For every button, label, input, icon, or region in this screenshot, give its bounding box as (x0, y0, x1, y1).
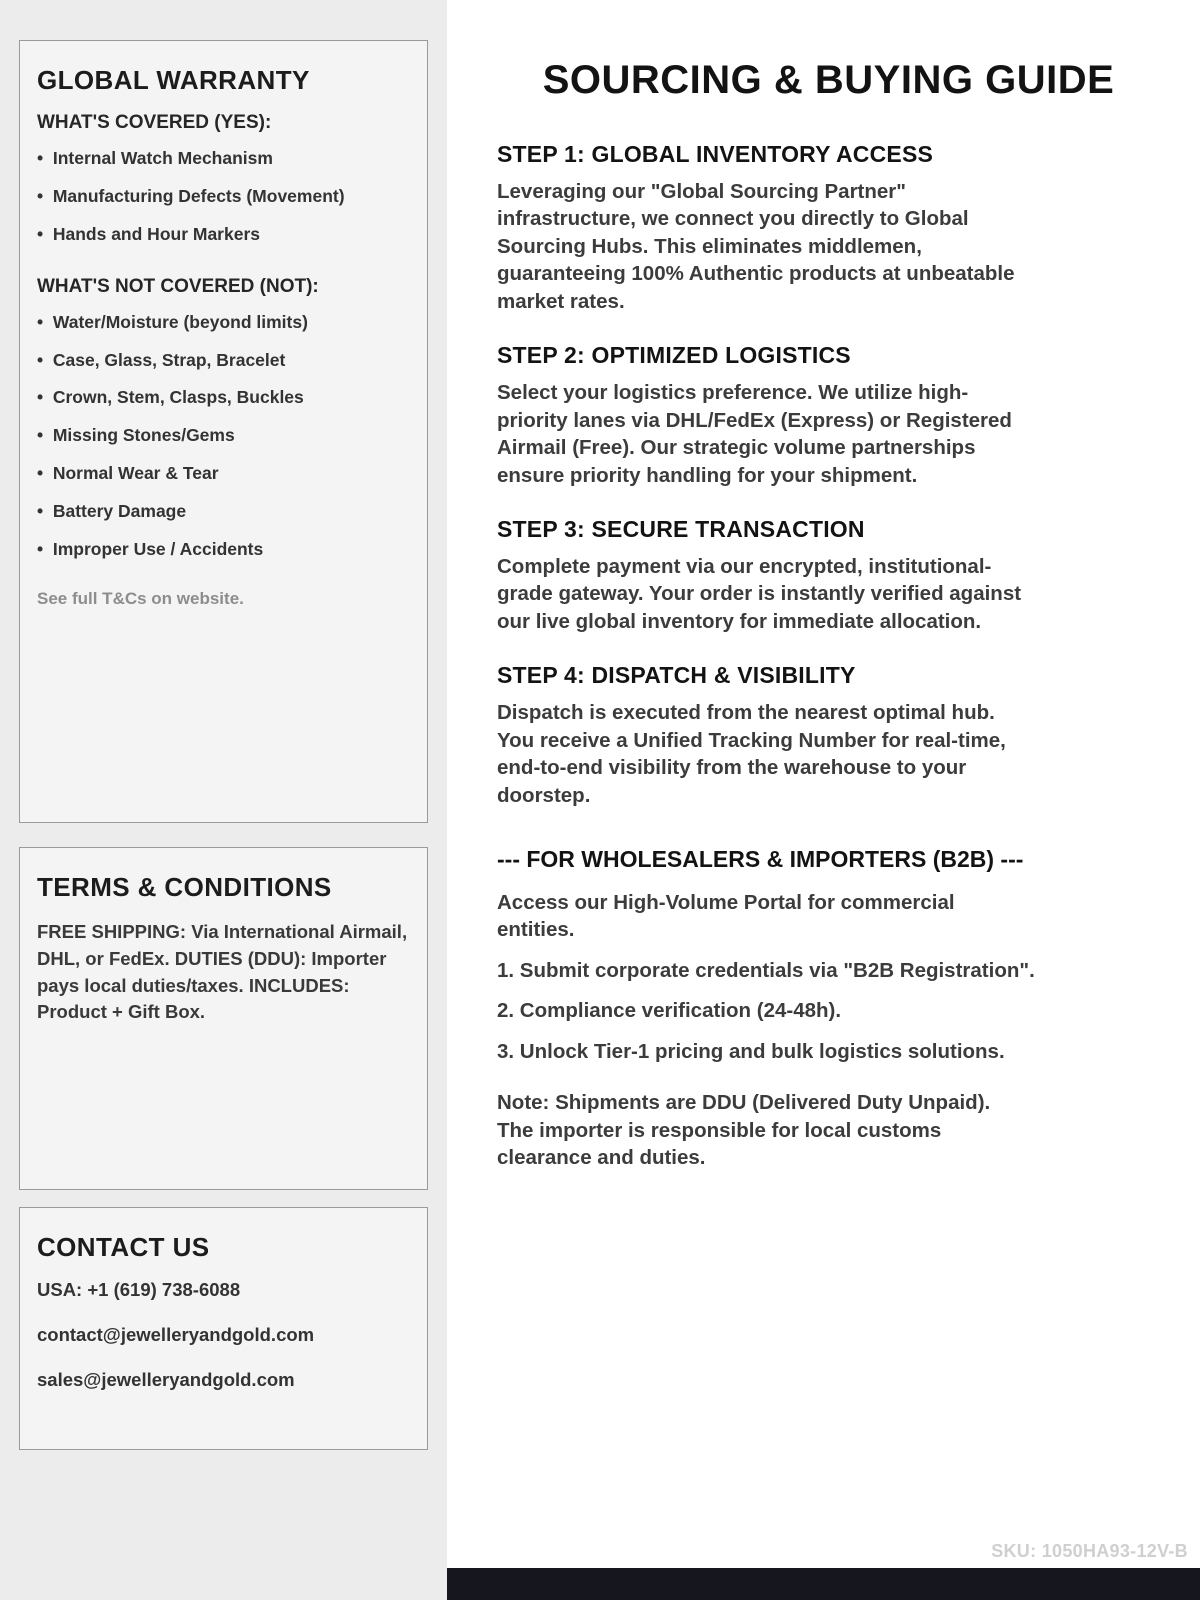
covered-item: • Hands and Hour Markers (37, 224, 410, 246)
page-title: SOURCING & BUYING GUIDE (542, 58, 1115, 102)
b2b-intro: Access our High-Volume Portal for commercial entities. (497, 890, 955, 942)
not-covered-item: • Case, Glass, Strap, Bracelet (37, 350, 410, 372)
contact-email-sales: sales@jewelleryandgold.com (37, 1369, 295, 1390)
not-covered-title: WHAT'S NOT COVERED (NOT): (37, 275, 319, 297)
b2b-section (497, 845, 1160, 1172)
contact-section (19, 1207, 428, 1450)
warranty-footnote: See full T&Cs on website. (37, 588, 244, 608)
sku-label: SKU: 1050HA93-12V-B (991, 1541, 1188, 1561)
not-covered-item: • Improper Use / Accidents (37, 539, 410, 561)
covered-item: • Internal Watch Mechanism (37, 148, 410, 170)
terms-body: FREE SHIPPING: Via International Airmail, DHL, or FedEx. DUTIES (DDU): Importer pays local duties/taxes. INCLUDES: Product + Gift Box. (37, 921, 408, 1023)
step-1-heading: STEP 1: GLOBAL INVENTORY ACCESS (497, 141, 934, 167)
contact-title: CONTACT US (37, 1232, 210, 1262)
warranty-section (19, 40, 428, 823)
b2b-item: 2. Compliance verification (24-48h). (497, 999, 842, 1023)
step-4-heading: STEP 4: DISPATCH & VISIBILITY (497, 662, 856, 689)
step-3 (497, 515, 1160, 635)
b2b-heading: --- FOR WHOLESALERS & IMPORTERS (B2B) --- (497, 846, 1024, 873)
step-2 (497, 341, 1160, 489)
step-4 (497, 661, 1160, 809)
step-3-body: Complete payment via our encrypted, institutional-grade gateway. Your order is instantly verified against our live global inventory for immediate allocation. (497, 554, 1022, 633)
b2b-item: 3. Unlock Tier-1 pricing and bulk logistics solutions. (497, 1039, 1005, 1063)
step-4-body: Dispatch is executed from the nearest optimal hub. You receive a Unified Tracking Number for real-time, end-to-end visibility from the warehouse to your doorstep. (497, 701, 1006, 807)
b2b-item: 1. Submit corporate credentials via "B2B Registration". (497, 958, 1035, 982)
not-covered-item: • Crown, Stem, Clasps, Buckles (37, 387, 410, 409)
covered-title: WHAT'S COVERED (YES): (37, 112, 272, 133)
main-content (447, 0, 1200, 1600)
footer-bar (447, 1568, 1200, 1600)
not-covered-item: • Missing Stones/Gems (37, 425, 410, 447)
contact-email-primary: contact@jewelleryandgold.com (37, 1324, 315, 1345)
not-covered-list (37, 312, 410, 561)
covered-list (37, 148, 410, 246)
not-covered-item: • Battery Damage (37, 501, 410, 523)
sidebar (0, 0, 447, 1600)
step-1-body: Leveraging our "Global Sourcing Partner" infrastructure, we connect you directly to Global Sourcing Hubs. This eliminates middlemen, guaranteeing 100% Authentic products at unbeatable market rates. (497, 179, 1015, 313)
terms-title: TERMS & CONDITIONS (37, 872, 332, 902)
step-1 (497, 140, 1160, 315)
step-2-body: Select your logistics preference. We utilize high-priority lanes via DHL/FedEx (Express) or Registered Airmail (Free). Our strategic volume partnerships ensure priority handling for your shipment. (497, 381, 1012, 487)
warranty-title: GLOBAL WARRANTY (37, 65, 310, 95)
covered-item: • Manufacturing Defects (Movement) (37, 186, 410, 208)
step-2-heading: STEP 2: OPTIMIZED LOGISTICS (497, 342, 851, 369)
b2b-note: Note: Shipments are DDU (Delivered Duty Unpaid). The importer is responsible for local customs clearance and duties. (497, 1091, 991, 1170)
step-3-heading: STEP 3: SECURE TRANSACTION (497, 516, 865, 542)
not-covered-item: • Normal Wear & Tear (37, 463, 410, 485)
terms-section (19, 847, 428, 1190)
contact-phone: USA: +1 (619) 738-6088 (37, 1279, 241, 1300)
not-covered-item: • Water/Moisture (beyond limits) (37, 312, 410, 334)
